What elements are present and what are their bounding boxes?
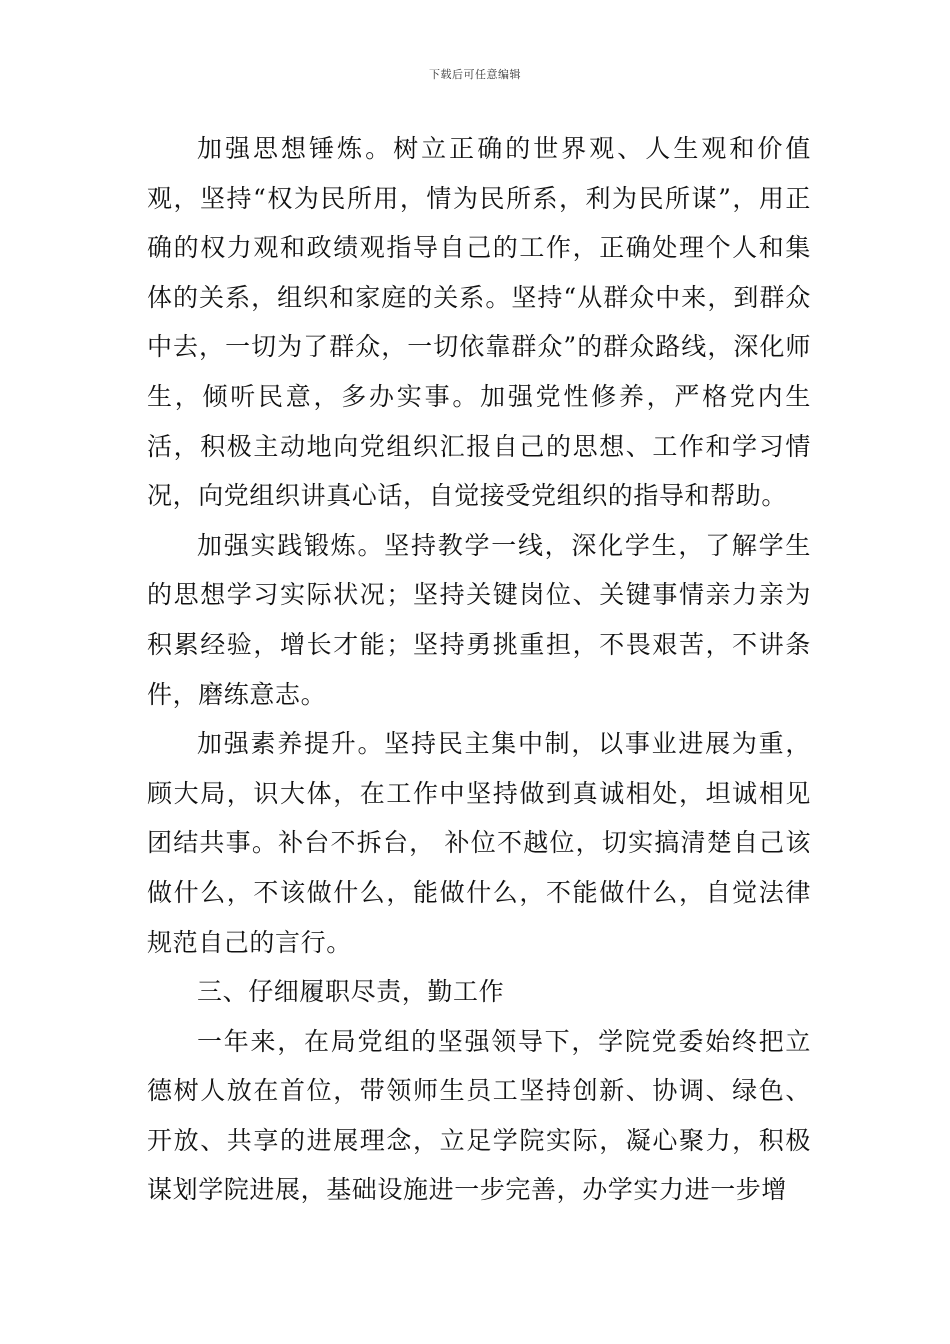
paragraph-annual-work: 一年来，在局党组的坚强领导下，学院党委始终把立德树人放在首位，带领师生员工坚持创新、协调、绿色、开放、共享的进展理念，立足学院实际，凝心聚力，积极谋划学院进展，基础设施进一步完善，办学实力进一步增 — [147, 1026, 811, 1205]
document-body — [147, 124, 811, 1215]
section-heading: 三、仔细履职尽责，勤工作 — [197, 977, 505, 1007]
paragraph-practice-training: 加强实践锻炼。坚持教学一线，深化学生，了解学生的思想学习实际状况；坚持关键岗位、关键事情亲力亲为积累经验，增长才能；坚持勇挑重担，不畏艰苦，不讲条件，磨练意志。 — [147, 530, 811, 709]
paragraph-quality-improvement: 加强素养提升。坚持民主集中制，以事业进展为重，顾大局，识大体，在工作中坚持做到真诚相处，坦诚相见团结共事。补台不拆台， 补位不越位，切实搞清楚自己该做什么，不该做什么，能做什么，不能做什么，自觉法律规范自己的言行。 — [147, 729, 811, 957]
paragraph-thought-training: 加强思想锤炼。树立正确的世界观、人生观和价值观，坚持“权为民所用，情为民所系，利为民所谋”，用正确的权力观和政绩观指导自己的工作，正确处理个人和集体的关系，组织和家庭的关系。坚持“从群众中来，到群众中去，一切为了群众，一切依靠群众”的群众路线，深化师生，倾听民意，多办实事。加强党性修养，严格党内生活，积极主动地向党组织汇报自己的思想、工作和学习情况，向党组织讲真心话，自觉接受党组织的指导和帮助。 — [147, 134, 811, 511]
header-note: 下载后可任意编辑 — [429, 68, 521, 81]
